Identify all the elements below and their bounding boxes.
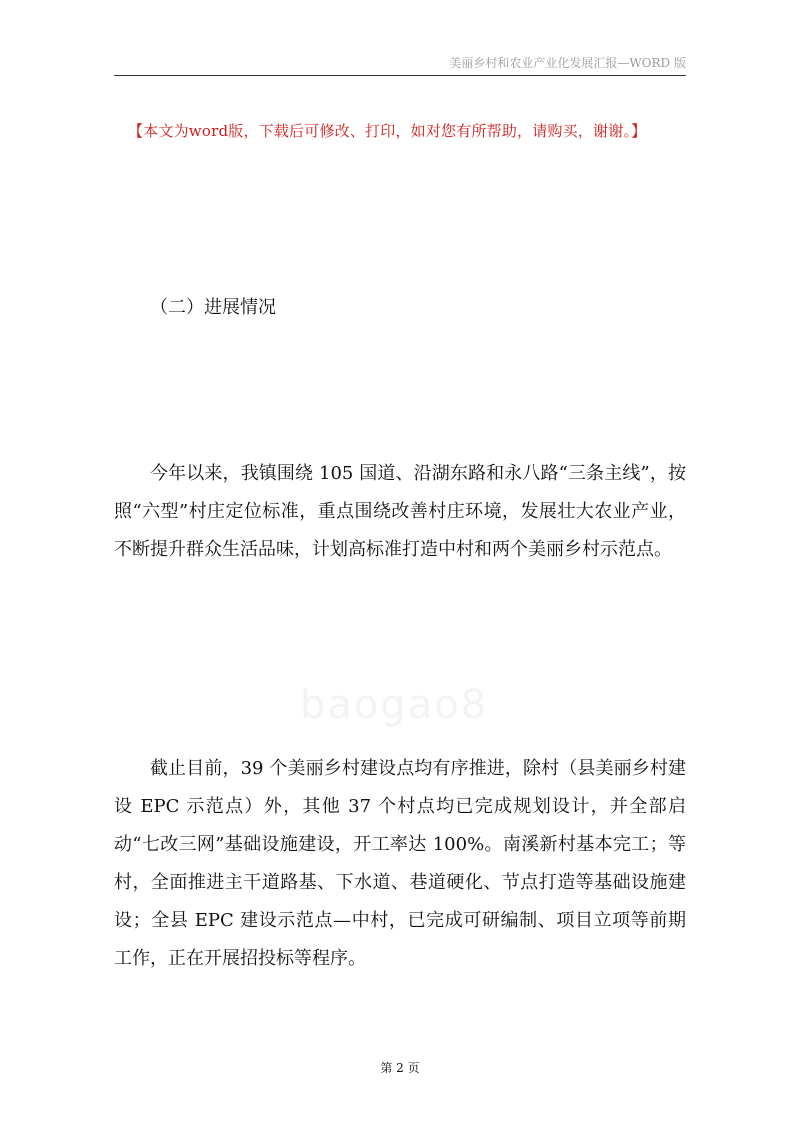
section-heading: （二）进展情况 — [150, 297, 276, 318]
running-header-title: 美丽乡村和农业产业化发展汇报—WORD 版 — [449, 56, 686, 70]
download-notice: 【本文为word版，下载后可修改、打印，如对您有所帮助，请购买，谢谢。】 — [128, 122, 647, 140]
watermark — [300, 682, 488, 728]
body-paragraph: 截止目前，39 个美丽乡村建设点均有序推进，除村（县美丽乡村建设 EPC 示范点）外，其他 37 个村点均已完成规划设计，并全部启动“七改三网”基础设施建设，开工率达 100%。南溪新村基本完工；等村，全面推进主干道路基、下水道、巷道硬化、节点打造等基础设施建设；全县 EPC 建设示范点—中村，已完成可研编制、项目立项等前期工作，正在开展招投标等程序。 — [114, 758, 686, 969]
header-divider — [114, 75, 686, 76]
body-paragraph: 今年以来，我镇围绕 105 国道、沿湖东路和永八路“三条主线”，按照“六型”村庄定位标准，重点围绕改善村庄环境，发展壮大农业产业，不断提升群众生活品味，计划高标准打造中村和两个美丽乡村示范点。 — [114, 463, 686, 560]
page-number: 第 2 页 — [380, 1061, 420, 1075]
